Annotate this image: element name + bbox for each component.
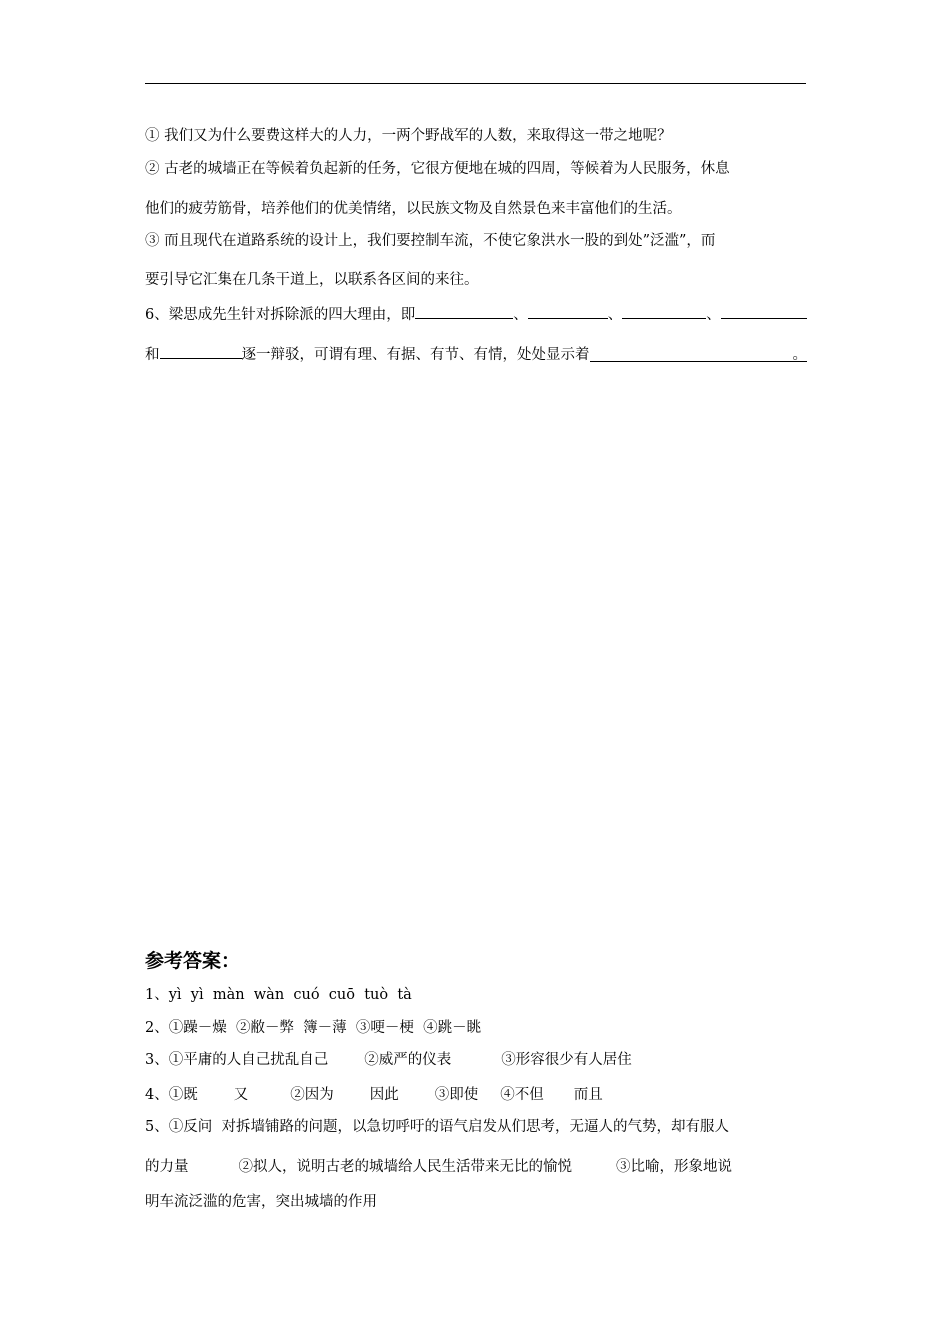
question-6-line-2 [145, 342, 807, 365]
item-3-line-1: ③ 而且现代在道路系统的设计上，我们要控制车流，不使它象洪水一股的到处”泛滥”，而 [145, 233, 716, 249]
q6-sep-1: 、 [513, 307, 528, 323]
answer-5-part-3: ③比喻，形象地说 [616, 1159, 732, 1175]
item-2-line-2: 他们的疲劳筋骨，培养他们的优美情绪，以民族文物及自然景色来丰富他们的生活。 [145, 201, 682, 217]
answer-4-part-1: 4、①既 [145, 1087, 198, 1103]
answer-4-part-6: ④不但 [500, 1087, 544, 1103]
answer-3-part-2: ②威严的仪表 [364, 1052, 452, 1068]
answer-5-part-2: ②拟人，说明古老的城墙给人民生活带来无比的愉悦 [238, 1159, 572, 1175]
item-3-line-2: 要引导它汇集在几条干道上，以联系各区间的来往。 [145, 272, 479, 288]
answer-5-part-1: 的力量 [145, 1159, 189, 1175]
answer-4-part-4: 因此 [369, 1087, 399, 1103]
q6-prefix: 6、梁思成先生针对拆除派的四大理由，即 [145, 307, 416, 323]
answer-4-part-7: 而且 [573, 1087, 603, 1103]
answer-blank-1[interactable] [415, 302, 513, 319]
item-1: ① 我们又为什么要费这样大的人力，一两个野战军的人数，来取得这一带之地呢？ [145, 128, 672, 144]
answer-blank-6[interactable] [590, 345, 808, 362]
header-rule [145, 83, 806, 84]
answer-5-line-3: 明车流泛滥的危害，突出城墙的作用 [145, 1194, 377, 1210]
answer-blank-5[interactable] [160, 342, 242, 359]
item-2-line-1: ② 古老的城墙正在等候着负起新的任务，它很方便地在城的四周，等候着为人民服务，休息 [145, 161, 730, 177]
answer-1: 1、yì yì màn wàn cuó cuō tuò tà [145, 987, 412, 1003]
answer-4-part-2: 又 [233, 1087, 249, 1103]
answer-5-line-2 [145, 1157, 807, 1177]
q6-end: 。 [792, 347, 807, 363]
answer-3 [145, 1050, 807, 1070]
q6-sep-2: 、 [607, 307, 623, 323]
q6-sep-3: 、 [706, 307, 721, 323]
answer-2: 2、①躁－燥 ②敝－弊 簿－薄 ③哽－梗 ④跳－眺 [145, 1020, 482, 1036]
answer-4-part-5: ③即使 [434, 1087, 479, 1103]
answer-blank-4[interactable] [721, 302, 807, 319]
question-6-line-1 [145, 302, 807, 325]
answer-4 [145, 1085, 807, 1105]
answer-4-part-3: ②因为 [290, 1087, 334, 1103]
answer-5-line-1: 5、①反问 对拆墙铺路的问题，以急切呼吁的语气启发从们思考，无逼人的气势，却有服人 [145, 1119, 729, 1135]
q6-middle: 逐一辩驳，可谓有理、有据、有节、有情，处处显示着 [241, 347, 590, 363]
answer-3-part-3: ③形容很少有人居住 [501, 1052, 632, 1068]
answer-blank-2[interactable] [528, 302, 608, 319]
answers-heading: 参考答案： [145, 950, 241, 972]
q6-and: 和 [145, 347, 160, 363]
answer-blank-3[interactable] [622, 302, 706, 319]
answer-3-part-1: 3、①平庸的人自己扰乱自己 [145, 1052, 329, 1068]
